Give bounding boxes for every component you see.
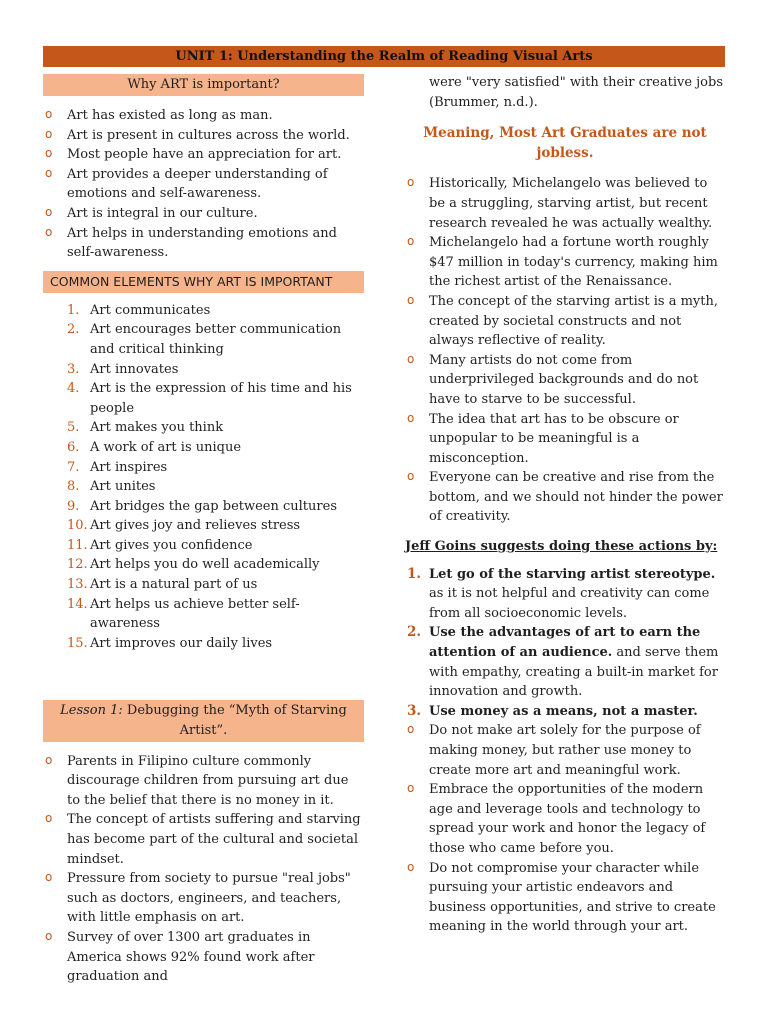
bullet-icon: o <box>407 781 415 796</box>
continuation-text: were "very satisfied" with their creative jobs (Brummer, n.d.). <box>429 75 723 110</box>
list-item: 9. Art bridges the gap between cultures <box>67 498 337 514</box>
bullet-icon: o <box>45 224 53 239</box>
list-item: 5. Art makes you think <box>67 420 224 436</box>
bullet-icon: o <box>407 859 415 874</box>
list-item: o The concept of artists suffering and starving has become part of the cultural and societal mindset. <box>45 811 361 867</box>
list-item: o Embrace the opportunities of the modern age and leverage tools and technology to spread your work and honor the legacy of those who came before you. <box>407 781 706 856</box>
bullet-icon: o <box>45 126 53 141</box>
goins-heading: Jeff Goins suggests doing these actions by: <box>405 539 718 555</box>
left-column <box>43 74 364 987</box>
list-item: 7. Art inspires <box>67 459 168 475</box>
list-item: 2. Art encourages better communication and critical thinking <box>67 322 342 357</box>
list-item: o Do not compromise your character while pursuing your artistic endeavors and business opportunities, and strive to create meaning in the world through your art. <box>407 859 716 935</box>
bullet-icon: o <box>45 752 53 767</box>
common-elements-heading: COMMON ELEMENTS WHY ART IS IMPORTANT <box>50 273 333 289</box>
unit-title: UNIT 1: Understanding the Realm of Reading Visual Arts <box>175 49 593 64</box>
bullet-icon: o <box>45 811 53 826</box>
list-item: o Do not make art solely for the purpose of making money, but rather use money to create more art and meaningful work. <box>407 722 701 778</box>
bullet-icon: o <box>407 351 415 366</box>
list-item: 6. A work of art is unique <box>67 439 242 455</box>
list-item: 8. Art unites <box>67 479 156 495</box>
list-item: 1. Art communicates <box>67 302 211 318</box>
bullet-icon: o <box>407 410 415 425</box>
list-item: o The concept of the starving artist is a myth, created by societal constructs and not always reflective of reality. <box>407 292 719 349</box>
bullet-icon: o <box>45 870 53 885</box>
right-column <box>405 73 725 937</box>
list-item: 11. Art gives you confidence <box>67 537 253 553</box>
list-item: o Many artists do not come from underprivileged backgrounds and do not have to starve to be successful. <box>407 351 699 407</box>
list-item: o Pressure from society to pursue "real jobs" such as doctors, engineers, and teachers, with little emphasis on art. <box>45 870 351 926</box>
list-item: o Everyone can be creative and rise from the bottom, and we should not hinder the power of creativity. <box>407 469 723 525</box>
meaning-heading: Meaning, Most Art Graduates are not jobless. <box>423 125 707 161</box>
list-item: 3. Use money as a means, not a master. <box>407 702 698 719</box>
goins-numbered-list <box>405 565 725 722</box>
list-item: 4. Art is the expression of his time and his people <box>67 381 352 416</box>
bullet-icon: o <box>45 928 53 943</box>
bullet-icon: o <box>45 107 53 121</box>
bullet-icon: o <box>407 722 415 737</box>
list-item: o Michelangelo had a fortune worth roughly $47 million in today's currency, making him the richest artist of the Renaissance. <box>407 234 718 290</box>
unit-title-banner <box>43 46 725 67</box>
list-item: 12. Art helps you do well academically <box>67 557 320 573</box>
list-item: 10. Art gives joy and relieves stress <box>67 518 301 534</box>
lesson-heading-box <box>43 700 364 741</box>
common-elements-heading-box <box>43 271 364 293</box>
why-art-heading-box <box>43 74 364 96</box>
list-item: 3. Art innovates <box>67 361 179 377</box>
list-item: o Parents in Filipino culture commonly discourage children from pursuing art due to the belief that there is no money in it. <box>45 752 349 808</box>
bullet-icon: o <box>407 469 415 484</box>
bullet-icon: o <box>45 146 53 161</box>
goins-bullet-list <box>405 721 725 937</box>
list-item: o The idea that art has to be obscure or unpopular to be meaningful is a misconception. <box>407 410 679 466</box>
list-item: o Survey of over 1300 art graduates in America shows 92% found work after graduation and <box>45 928 315 985</box>
list-item: o Historically, Michelangelo was believed to be a struggling, starving artist, but recent research revealed he was actually wealthy. <box>407 175 713 231</box>
list-item: o Art provides a deeper understanding of emotions and self-awareness. <box>45 165 328 202</box>
common-elements-list <box>43 301 364 654</box>
list-item: o Art is integral in our culture. <box>45 204 258 221</box>
list-item: o Art helps in understanding emotions and self-awareness. <box>45 224 337 261</box>
bullet-icon: o <box>407 292 415 307</box>
list-item: 15. Art improves our daily lives <box>67 635 273 651</box>
why-art-list <box>43 106 364 263</box>
meaning-list <box>405 174 725 527</box>
bullet-icon: o <box>45 165 53 180</box>
lesson-list <box>43 752 364 987</box>
bullet-icon: o <box>45 204 53 219</box>
why-art-heading: Why ART is important? <box>127 77 280 92</box>
list-item: o Art is present in cultures across the world. <box>45 126 350 143</box>
list-item: 2. Use the advantages of art to earn the attention of an audience. and serve them with empathy, creating a built-in market for innovation and growth. <box>407 624 719 700</box>
list-item: 1. Let go of the starving artist stereotype. as it is not helpful and creativity can come from all socioeconomic levels. <box>407 565 716 621</box>
list-item: o Most people have an appreciation for art. <box>45 146 342 163</box>
bullet-icon: o <box>407 175 415 190</box>
list-item: 14. Art helps us achieve better self-awareness <box>67 596 300 632</box>
bullet-icon: o <box>407 234 415 249</box>
lesson-label: Lesson 1: <box>60 703 123 719</box>
lesson-title: Debugging the “Myth of Starving Artist”. <box>126 703 347 739</box>
list-item: 13. Art is a natural part of us <box>67 577 258 593</box>
list-item: o Art has existed as long as man. <box>45 107 273 123</box>
